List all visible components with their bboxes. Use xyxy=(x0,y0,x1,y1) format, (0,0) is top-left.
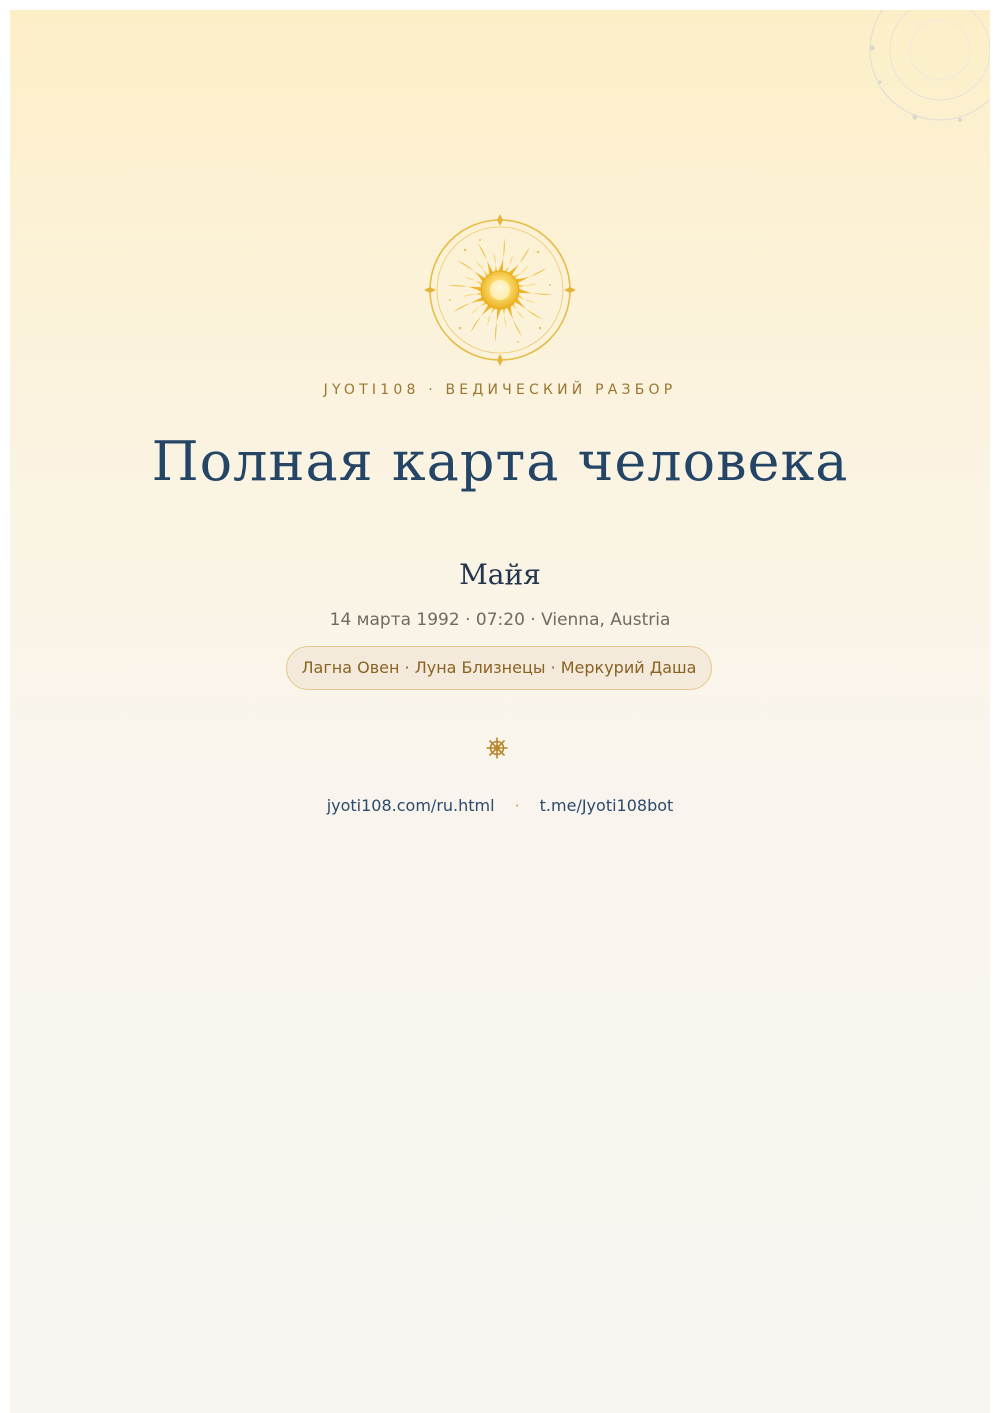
chart-summary-badge: Лагна Овен · Луна Близнецы · Меркурий Даша xyxy=(286,646,712,690)
telegram-link[interactable]: t.me/Jyoti108bot xyxy=(539,796,674,815)
sun-emblem-icon xyxy=(420,210,580,370)
orbit-decoration-icon xyxy=(850,10,990,140)
birth-details: 14 марта 1992 · 07:20 · Vienna, Austria xyxy=(329,610,671,630)
link-separator: · xyxy=(514,796,520,815)
cover-page xyxy=(10,10,990,1413)
website-link[interactable]: jyoti108.com/ru.html xyxy=(326,796,495,815)
brand-subtitle: JYOTI108 · ВЕДИЧЕСКИЙ РАЗБОР xyxy=(323,382,677,398)
footer-links xyxy=(10,796,990,815)
page-title: Полная карта человека xyxy=(151,430,849,493)
person-name: Майя xyxy=(459,558,541,591)
dharma-wheel-icon xyxy=(485,736,509,760)
